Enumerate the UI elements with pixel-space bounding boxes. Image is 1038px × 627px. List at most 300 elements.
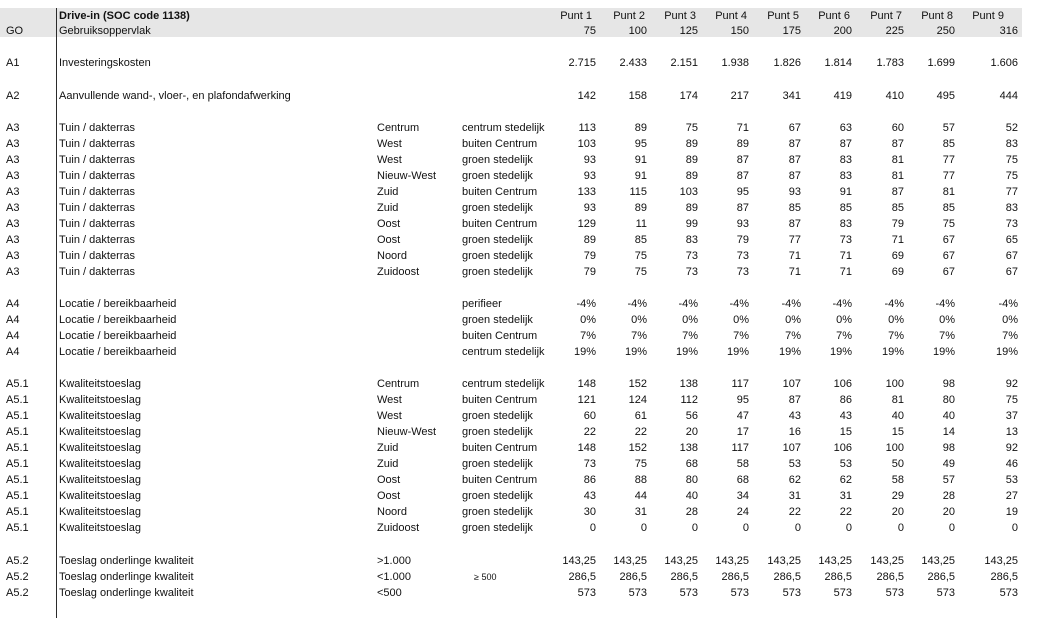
value-cell: 103 xyxy=(679,186,698,198)
value-cell: 1.783 xyxy=(876,57,904,69)
value-cell: 68 xyxy=(736,474,749,486)
value-cell: 93 xyxy=(583,202,596,214)
row-area: Nieuw-West xyxy=(377,170,437,182)
value-cell: 83 xyxy=(685,234,698,246)
value-cell: 0% xyxy=(1002,314,1018,326)
table-row xyxy=(0,424,1038,440)
value-cell: 79 xyxy=(583,266,596,278)
row-description: Toeslag onderlinge kwaliteit xyxy=(59,555,194,567)
value-cell: 75 xyxy=(1005,170,1018,182)
row-code: A3 xyxy=(6,218,20,230)
value-cell: 71 xyxy=(736,122,749,134)
value-cell: 87 xyxy=(788,138,801,150)
value-cell: 61 xyxy=(634,410,647,422)
table-row xyxy=(0,440,1038,456)
row-code: A5.1 xyxy=(6,458,29,470)
value-cell: 0 xyxy=(640,522,647,534)
value-cell: 79 xyxy=(583,250,596,262)
table-row xyxy=(0,152,1038,168)
value-cell: 174 xyxy=(679,90,698,102)
value-cell: 410 xyxy=(885,90,904,102)
value-cell: 0 xyxy=(948,522,955,534)
value-cell: 444 xyxy=(999,90,1018,102)
value-cell: 7% xyxy=(939,330,955,342)
row-code: A2 xyxy=(6,90,20,102)
value-cell: 67 xyxy=(1005,250,1018,262)
row-description: Tuin / dakterras xyxy=(59,170,136,182)
value-cell: 20 xyxy=(891,506,904,518)
row-code: A3 xyxy=(6,202,20,214)
punt-header: Punt 1 xyxy=(560,10,592,22)
row-code: A4 xyxy=(6,330,20,342)
value-cell: 43 xyxy=(788,410,801,422)
value-cell: 71 xyxy=(788,266,801,278)
value-cell: 93 xyxy=(583,154,596,166)
row-code: A4 xyxy=(6,346,20,358)
value-cell: -4% xyxy=(729,298,749,310)
value-cell: 95 xyxy=(736,186,749,198)
value-cell: 1.606 xyxy=(990,57,1018,69)
go-label: GO xyxy=(6,25,24,37)
value-cell: 67 xyxy=(942,234,955,246)
value-cell: 0 xyxy=(691,522,698,534)
row-code: A5.2 xyxy=(6,555,29,567)
value-cell: 93 xyxy=(583,170,596,182)
row-area: Oost xyxy=(377,490,401,502)
value-cell: 0 xyxy=(589,522,596,534)
value-cell: 91 xyxy=(839,186,852,198)
value-cell: 92 xyxy=(1005,378,1018,390)
row-description: Tuin / dakterras xyxy=(59,122,136,134)
row-description: Tuin / dakterras xyxy=(59,154,136,166)
value-cell: 19% xyxy=(881,346,904,358)
value-cell: -4% xyxy=(627,298,647,310)
row-area: <1.000 xyxy=(377,571,411,583)
row-description: Kwaliteitstoeslag xyxy=(59,410,141,422)
row-area: Oost xyxy=(377,474,401,486)
value-cell: 129 xyxy=(577,218,596,230)
value-cell: -4% xyxy=(832,298,852,310)
value-cell: 71 xyxy=(891,234,904,246)
value-cell: 0% xyxy=(631,314,647,326)
row-description: Locatie / bereikbaarheid xyxy=(59,298,177,310)
value-cell: 99 xyxy=(685,218,698,230)
value-cell: 85 xyxy=(634,234,647,246)
row-area: <500 xyxy=(377,587,402,599)
value-cell: 98 xyxy=(942,378,955,390)
table-row xyxy=(0,168,1038,184)
value-cell: 87 xyxy=(736,170,749,182)
row-description: Investeringskosten xyxy=(59,57,151,69)
table-row xyxy=(0,120,1038,136)
value-cell: 57 xyxy=(942,122,955,134)
value-cell: 85 xyxy=(891,202,904,214)
row-code: A3 xyxy=(6,138,20,150)
table-row xyxy=(0,344,1038,360)
value-cell: 27 xyxy=(1005,490,1018,502)
table-row xyxy=(0,55,1038,71)
value-cell: 113 xyxy=(578,122,596,134)
value-cell: 573 xyxy=(999,587,1018,599)
row-location-type: groen stedelijk xyxy=(462,170,533,182)
row-description: Tuin / dakterras xyxy=(59,250,136,262)
value-cell: 81 xyxy=(891,170,904,182)
row-code: A5.1 xyxy=(6,522,29,534)
value-cell: 0% xyxy=(580,314,596,326)
value-cell: 80 xyxy=(942,394,955,406)
row-location-type: buiten Centrum xyxy=(462,218,538,230)
table-row xyxy=(0,184,1038,200)
value-cell: 217 xyxy=(730,90,749,102)
value-cell: 77 xyxy=(942,170,955,182)
value-cell: 50 xyxy=(891,458,904,470)
value-cell: 19% xyxy=(829,346,852,358)
table-row xyxy=(0,472,1038,488)
row-area: Oost xyxy=(377,234,401,246)
row-description: Kwaliteitstoeslag xyxy=(59,522,141,534)
value-cell: 77 xyxy=(1005,186,1018,198)
area-value: 100 xyxy=(628,25,647,37)
value-cell: 286,5 xyxy=(927,571,955,583)
value-cell: 573 xyxy=(577,587,596,599)
value-cell: 142 xyxy=(577,90,596,102)
punt-header: Punt 6 xyxy=(818,10,850,22)
table-row xyxy=(0,520,1038,536)
value-cell: 73 xyxy=(839,234,852,246)
value-cell: 7% xyxy=(631,330,647,342)
value-cell: 67 xyxy=(1005,266,1018,278)
value-cell: 143,25 xyxy=(984,555,1018,567)
value-cell: 58 xyxy=(891,474,904,486)
value-cell: 2.151 xyxy=(670,57,698,69)
value-cell: 0 xyxy=(742,522,749,534)
punt-header: Punt 3 xyxy=(664,10,696,22)
value-cell: 0 xyxy=(794,522,801,534)
value-cell: 43 xyxy=(583,490,596,502)
value-cell: 56 xyxy=(685,410,698,422)
row-location-type: groen stedelijk xyxy=(462,490,533,502)
value-cell: 121 xyxy=(577,394,596,406)
area-value: 316 xyxy=(999,25,1018,37)
value-cell: 40 xyxy=(891,410,904,422)
table-row xyxy=(0,328,1038,344)
row-description: Tuin / dakterras xyxy=(59,266,136,278)
row-description: Tuin / dakterras xyxy=(59,234,136,246)
row-code: A5.1 xyxy=(6,506,29,518)
row-area: Zuid xyxy=(377,458,399,470)
value-cell: 22 xyxy=(583,426,596,438)
value-cell: 89 xyxy=(634,122,647,134)
value-cell: 286,5 xyxy=(619,571,647,583)
value-cell: 19% xyxy=(932,346,955,358)
value-cell: 67 xyxy=(942,266,955,278)
value-cell: 1.814 xyxy=(824,57,852,69)
value-cell: 7% xyxy=(1002,330,1018,342)
value-cell: 0% xyxy=(836,314,852,326)
value-cell: 31 xyxy=(634,506,647,518)
value-cell: 62 xyxy=(788,474,801,486)
row-code: A5.1 xyxy=(6,410,29,422)
value-cell: 85 xyxy=(942,202,955,214)
value-cell: 286,5 xyxy=(876,571,904,583)
value-cell: 124 xyxy=(628,394,647,406)
value-cell: 16 xyxy=(788,426,801,438)
table-row xyxy=(0,456,1038,472)
table-row xyxy=(0,376,1038,392)
value-cell: 103 xyxy=(577,138,596,150)
area-value: 125 xyxy=(679,25,698,37)
table-row xyxy=(0,216,1038,232)
table-row xyxy=(0,200,1038,216)
value-cell: 87 xyxy=(736,154,749,166)
row-location-type: groen stedelijk xyxy=(462,202,533,214)
punt-header: Punt 5 xyxy=(767,10,799,22)
value-cell: 53 xyxy=(788,458,801,470)
value-cell: 89 xyxy=(685,170,698,182)
table-row xyxy=(0,504,1038,520)
row-location-type: groen stedelijk xyxy=(462,154,533,166)
value-cell: 87 xyxy=(839,138,852,150)
row-description: Kwaliteitstoeslag xyxy=(59,490,141,502)
value-cell: 107 xyxy=(782,442,801,454)
value-cell: 87 xyxy=(788,154,801,166)
value-cell: 143,25 xyxy=(613,555,647,567)
row-description: Kwaliteitstoeslag xyxy=(59,506,141,518)
value-cell: 98 xyxy=(942,442,955,454)
value-cell: 2.433 xyxy=(619,57,647,69)
row-code: A5.2 xyxy=(6,571,29,583)
value-cell: 93 xyxy=(736,218,749,230)
row-area: Noord xyxy=(377,506,407,518)
value-cell: -4% xyxy=(781,298,801,310)
value-cell: 286,5 xyxy=(990,571,1018,583)
row-code: A3 xyxy=(6,266,20,278)
value-cell: 100 xyxy=(885,442,904,454)
value-cell: 30 xyxy=(583,506,596,518)
value-cell: 89 xyxy=(634,202,647,214)
area-value: 225 xyxy=(885,25,904,37)
row-location-type: groen stedelijk xyxy=(462,266,533,278)
row-location-type: buiten Centrum xyxy=(462,394,538,406)
value-cell: 91 xyxy=(634,154,647,166)
value-cell: 573 xyxy=(885,587,904,599)
value-cell: 0% xyxy=(733,314,749,326)
value-cell: 53 xyxy=(1005,474,1018,486)
row-location-type: centrum stedelijk xyxy=(462,378,545,390)
row-description: Tuin / dakterras xyxy=(59,186,136,198)
value-cell: -4% xyxy=(678,298,698,310)
value-cell: 19% xyxy=(726,346,749,358)
value-cell: 85 xyxy=(839,202,852,214)
value-cell: 117 xyxy=(731,378,749,390)
value-cell: 28 xyxy=(685,506,698,518)
value-cell: 286,5 xyxy=(773,571,801,583)
value-cell: 143,25 xyxy=(818,555,852,567)
punt-header: Punt 7 xyxy=(870,10,902,22)
table-row xyxy=(0,488,1038,504)
value-cell: 19% xyxy=(675,346,698,358)
row-code: A5.1 xyxy=(6,426,29,438)
row-code: A5.1 xyxy=(6,378,29,390)
value-cell: 73 xyxy=(736,250,749,262)
value-cell: 53 xyxy=(839,458,852,470)
row-area: Zuid xyxy=(377,202,399,214)
row-location-type: buiten Centrum xyxy=(462,442,538,454)
row-location-type: buiten Centrum xyxy=(462,138,538,150)
value-cell: 83 xyxy=(1005,202,1018,214)
row-location-type: buiten Centrum xyxy=(462,474,538,486)
value-cell: 81 xyxy=(891,394,904,406)
row-description: Kwaliteitstoeslag xyxy=(59,378,141,390)
value-cell: 58 xyxy=(736,458,749,470)
value-cell: 87 xyxy=(788,218,801,230)
value-cell: 89 xyxy=(685,154,698,166)
row-area: Zuid xyxy=(377,442,399,454)
value-cell: 29 xyxy=(891,490,904,502)
value-cell: 107 xyxy=(782,378,801,390)
value-cell: 87 xyxy=(891,138,904,150)
value-cell: 286,5 xyxy=(824,571,852,583)
value-cell: 15 xyxy=(891,426,904,438)
value-cell: 15 xyxy=(839,426,852,438)
row-area: Zuidoost xyxy=(377,266,420,278)
value-cell: 22 xyxy=(839,506,852,518)
value-cell: 7% xyxy=(682,330,698,342)
value-cell: 57 xyxy=(942,474,955,486)
value-cell: 148 xyxy=(577,442,596,454)
value-cell: 143,25 xyxy=(870,555,904,567)
row-description: Locatie / bereikbaarheid xyxy=(59,314,177,326)
value-cell: 1.699 xyxy=(927,57,955,69)
value-cell: 0% xyxy=(939,314,955,326)
area-value: 150 xyxy=(730,25,749,37)
value-cell: 11 xyxy=(635,218,647,230)
value-cell: 143,25 xyxy=(562,555,596,567)
row-code: A3 xyxy=(6,250,20,262)
row-description: Kwaliteitstoeslag xyxy=(59,394,141,406)
value-cell: 71 xyxy=(839,250,852,262)
value-cell: 79 xyxy=(736,234,749,246)
row-location-type: centrum stedelijk xyxy=(462,122,545,134)
value-cell: 85 xyxy=(942,138,955,150)
row-area: >1.000 xyxy=(377,555,411,567)
row-location-type: groen stedelijk xyxy=(462,522,533,534)
value-cell: 22 xyxy=(788,506,801,518)
row-location-type: perifieer xyxy=(462,298,502,310)
table-row xyxy=(0,88,1038,104)
value-cell: 152 xyxy=(628,442,647,454)
value-cell: 91 xyxy=(634,170,647,182)
row-description: Locatie / bereikbaarheid xyxy=(59,346,177,358)
value-cell: 46 xyxy=(1005,458,1018,470)
value-cell: 20 xyxy=(942,506,955,518)
value-cell: 89 xyxy=(685,202,698,214)
value-cell: 138 xyxy=(679,442,698,454)
value-cell: 60 xyxy=(891,122,904,134)
row-code: A4 xyxy=(6,298,20,310)
value-cell: 67 xyxy=(942,250,955,262)
row-code: A5.1 xyxy=(6,442,29,454)
value-cell: 19% xyxy=(778,346,801,358)
value-cell: 19% xyxy=(624,346,647,358)
value-cell: 2.715 xyxy=(568,57,596,69)
row-location-type: groen stedelijk xyxy=(462,314,533,326)
area-value: 175 xyxy=(782,25,801,37)
value-cell: 106 xyxy=(833,378,852,390)
header-row-title xyxy=(0,8,1038,24)
table-row xyxy=(0,264,1038,280)
table-row xyxy=(0,248,1038,264)
value-cell: 52 xyxy=(1005,122,1018,134)
row-location-type: groen stedelijk xyxy=(462,250,533,262)
value-cell: 83 xyxy=(839,170,852,182)
value-cell: 69 xyxy=(891,250,904,262)
value-cell: 47 xyxy=(736,410,749,422)
table-row xyxy=(0,569,1038,585)
table-row xyxy=(0,392,1038,408)
value-cell: 31 xyxy=(839,490,852,502)
value-cell: 24 xyxy=(736,506,749,518)
row-location-type: groen stedelijk xyxy=(462,410,533,422)
value-cell: 19% xyxy=(995,346,1018,358)
value-cell: 419 xyxy=(833,90,852,102)
table-row xyxy=(0,312,1038,328)
value-cell: 92 xyxy=(1005,442,1018,454)
row-area: Centrum xyxy=(377,378,420,390)
punt-header: Punt 9 xyxy=(972,10,1004,22)
value-cell: 77 xyxy=(942,154,955,166)
value-cell: 100 xyxy=(885,378,904,390)
value-cell: 19 xyxy=(1005,506,1018,518)
value-cell: 83 xyxy=(839,218,852,230)
table-row xyxy=(0,232,1038,248)
value-cell: 75 xyxy=(685,122,698,134)
value-cell: 158 xyxy=(628,90,647,102)
value-cell: 14 xyxy=(942,426,955,438)
value-cell: 79 xyxy=(891,218,904,230)
value-cell: 95 xyxy=(736,394,749,406)
row-description: Kwaliteitstoeslag xyxy=(59,442,141,454)
value-cell: 83 xyxy=(1005,138,1018,150)
value-cell: -4% xyxy=(884,298,904,310)
value-cell: 143,25 xyxy=(921,555,955,567)
row-location-type: groen stedelijk xyxy=(462,458,533,470)
value-cell: 37 xyxy=(1005,410,1018,422)
row-description: Tuin / dakterras xyxy=(59,218,136,230)
row-location-type: groen stedelijk xyxy=(462,426,533,438)
value-cell: 81 xyxy=(891,154,904,166)
value-cell: 133 xyxy=(577,186,596,198)
value-cell: 73 xyxy=(685,266,698,278)
value-cell: 43 xyxy=(839,410,852,422)
row-code: A4 xyxy=(6,314,20,326)
table-row xyxy=(0,296,1038,312)
value-cell: 86 xyxy=(583,474,596,486)
row-code: A5.2 xyxy=(6,587,29,599)
row-area: West xyxy=(377,138,402,150)
value-cell: 49 xyxy=(942,458,955,470)
value-cell: 89 xyxy=(685,138,698,150)
value-cell: 22 xyxy=(634,426,647,438)
row-area: West xyxy=(377,410,402,422)
row-code: A1 xyxy=(6,57,20,69)
punt-header: Punt 8 xyxy=(921,10,953,22)
value-cell: 77 xyxy=(788,234,801,246)
value-cell: 95 xyxy=(634,138,647,150)
value-cell: 0 xyxy=(845,522,852,534)
value-cell: 75 xyxy=(1005,394,1018,406)
table-row xyxy=(0,585,1038,601)
